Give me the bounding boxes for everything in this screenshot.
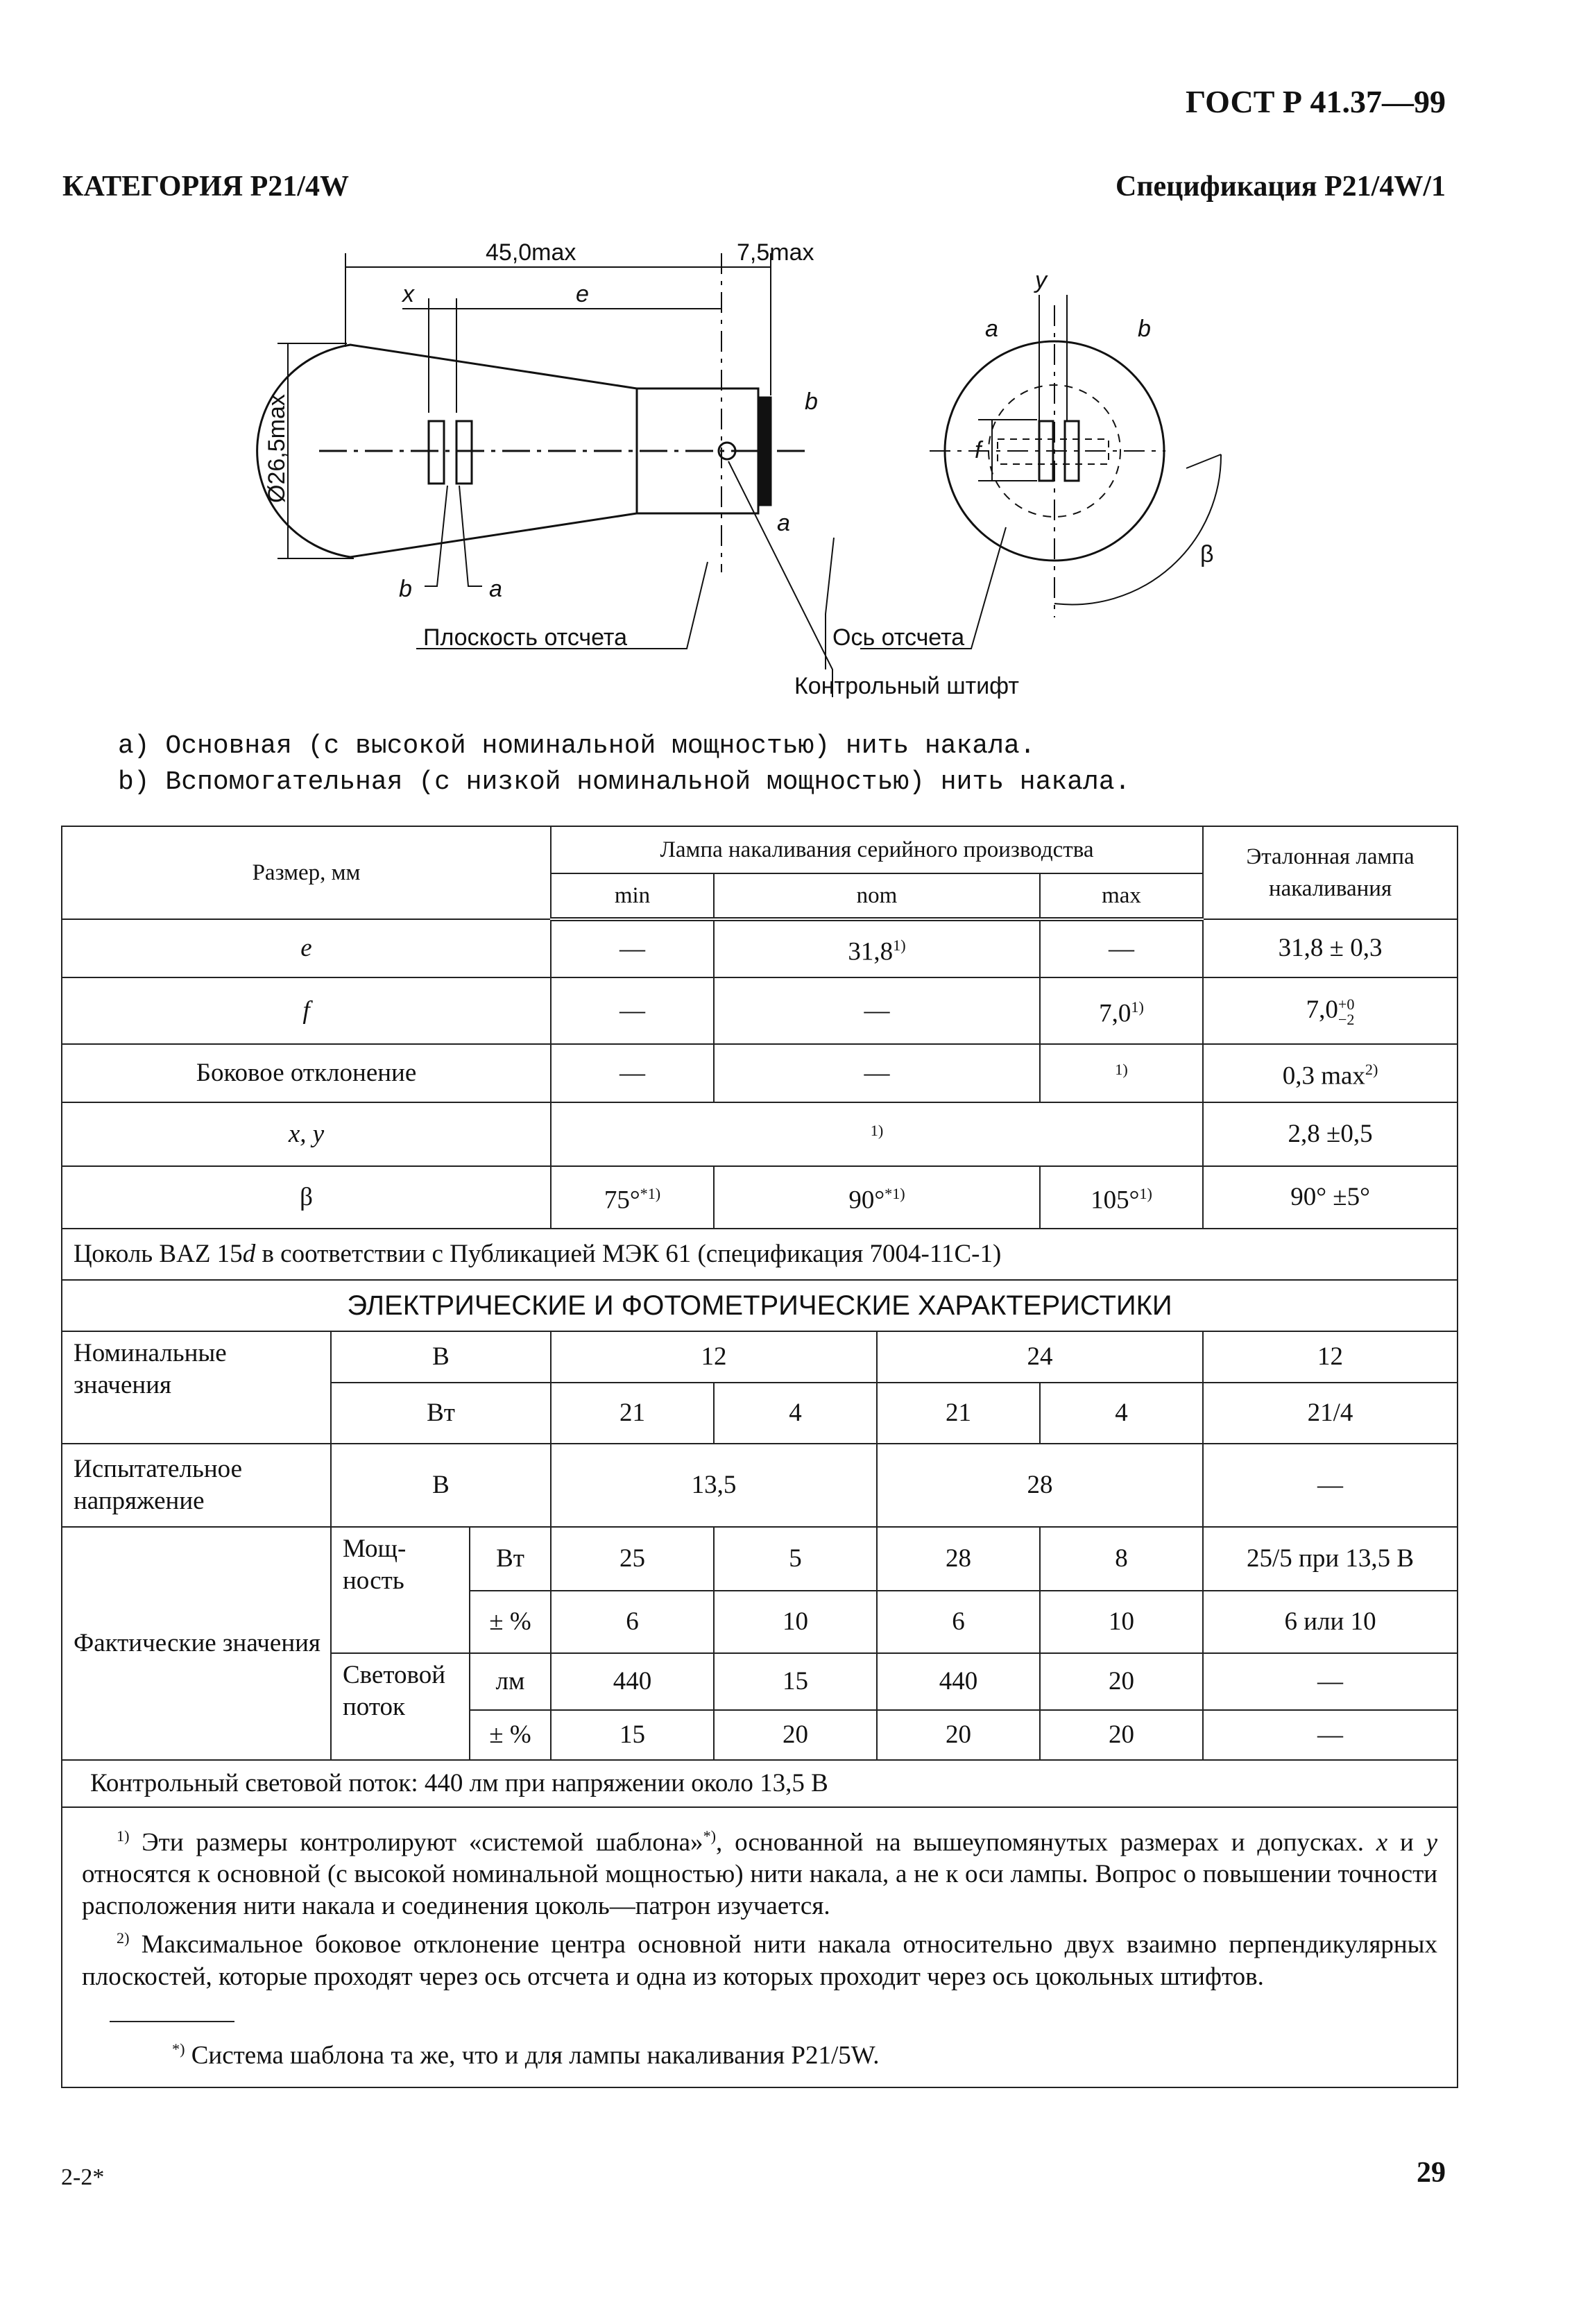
power-w-3: 28 bbox=[877, 1527, 1040, 1591]
param-f: f bbox=[302, 996, 310, 1025]
flux-pct-1: 15 bbox=[551, 1710, 714, 1760]
beta-nom: 90°$^{*1)}$ bbox=[714, 1166, 1040, 1229]
filament-a-side bbox=[456, 421, 472, 484]
col-min: min bbox=[551, 873, 714, 919]
standard-number: ГОСТ Р 41.37—99 bbox=[1186, 84, 1446, 119]
dim-x: x bbox=[402, 281, 414, 307]
label-y: y bbox=[1035, 267, 1047, 293]
f-min: — bbox=[551, 977, 714, 1044]
label-a-cap: a bbox=[777, 510, 790, 536]
table-row bbox=[62, 919, 1458, 977]
dim-diameter: Ø26,5max bbox=[264, 394, 290, 503]
filament-notes bbox=[118, 728, 1130, 801]
f-ref: 7,0 +0 −2 bbox=[1203, 977, 1458, 1044]
e-ref: 31,8 ± 0,3 bbox=[1203, 919, 1458, 977]
footnote-rule bbox=[110, 2021, 234, 2022]
nominal-unit-v: В bbox=[331, 1331, 551, 1383]
power-unit-pct: ± % bbox=[470, 1591, 551, 1653]
filament-b-side bbox=[429, 421, 444, 484]
power-pct-ref: 6 или 10 bbox=[1203, 1591, 1458, 1653]
table-row bbox=[62, 1527, 1458, 1591]
page-number: 29 bbox=[1417, 2157, 1446, 2189]
e-min: — bbox=[551, 919, 714, 977]
table-row bbox=[62, 1166, 1458, 1229]
category-title: КАТЕГОРИЯ P21/4W bbox=[62, 171, 349, 203]
dim-length: 45,0max bbox=[486, 239, 576, 266]
note-b: b) Вспомогательная (с низкой номинальной мощностью) нить накала. bbox=[118, 767, 1131, 797]
col-nom: nom bbox=[714, 873, 1040, 919]
nominal-unit-w: Вт bbox=[331, 1383, 551, 1444]
lateral-ref: 0,3 $\max^{2)}$ bbox=[1203, 1044, 1458, 1102]
power-w-1: 25 bbox=[551, 1527, 714, 1591]
label-f: f bbox=[975, 437, 982, 463]
param-e: e bbox=[300, 934, 312, 962]
power-pct-3: 6 bbox=[877, 1591, 1040, 1653]
lateral-nom: — bbox=[714, 1044, 1040, 1102]
nominal-v-ref: 12 bbox=[1203, 1331, 1458, 1383]
power-label: Мощ- ность bbox=[331, 1527, 470, 1653]
lateral-min: — bbox=[551, 1044, 714, 1102]
sheet-mark: 2-2* bbox=[61, 2164, 105, 2190]
power-unit-w: Вт bbox=[470, 1527, 551, 1591]
beta-min: 75°$^{*1)}$ bbox=[551, 1166, 714, 1229]
lamp-drawing bbox=[236, 239, 1263, 711]
reference-plane-label: Плоскость отсчета bbox=[423, 624, 628, 651]
table-row bbox=[62, 1444, 1458, 1527]
power-w-ref: 25/5 при 13,5 В bbox=[1203, 1527, 1458, 1591]
lateral-max: 1) bbox=[1040, 1044, 1203, 1102]
xy-ref: 2,8 ±0,5 bbox=[1203, 1102, 1458, 1166]
test-v-24: 28 bbox=[877, 1444, 1203, 1527]
footnote-2: $^{2)}$ Максимальное боковое отклонение центра основной нити накала относительно двух взаимно перпендикулярных плоскостей, которые проходят через ось отсчета и одна из которых проходит через ось цокольных штифтов. bbox=[82, 1929, 1438, 1991]
label-b-side: b bbox=[399, 576, 412, 602]
param-beta: β bbox=[62, 1166, 551, 1229]
nominal-w-1: 21 bbox=[551, 1383, 714, 1444]
test-v-12: 13,5 bbox=[551, 1444, 877, 1527]
dim-e: e bbox=[576, 281, 589, 307]
reference-axis-label: Ось отсчета bbox=[832, 624, 965, 651]
power-w-2: 5 bbox=[714, 1527, 877, 1591]
table-row bbox=[62, 1102, 1458, 1166]
e-nom: 31,8$^{1)}$ bbox=[714, 919, 1040, 977]
note-a: a) Основная (с высокой номинальной мощностью) нить накала. bbox=[118, 731, 1036, 761]
nominal-v-24: 24 bbox=[877, 1331, 1203, 1383]
control-flux: Контрольный световой поток: 440 лм при напряжении около 13,5 В bbox=[62, 1760, 1458, 1807]
table-row bbox=[62, 1331, 1458, 1383]
power-pct-2: 10 bbox=[714, 1591, 877, 1653]
label-b-end: b bbox=[1138, 316, 1151, 342]
dim-cap: 7,5max bbox=[737, 239, 814, 266]
footnote-1: $^{1)}$ Эти размеры контролируют «системой шаблона»*), основанной на вышеупомянутых размерах и допусках. x и y относятся к основной (с высокой номинальной мощностью) нити накала, а не к оси лампы. Вопрос о повышении точности расположения нити накала и соединения цоколь—патрон изучается. bbox=[82, 1827, 1438, 1921]
electrical-header: ЭЛЕКТРИЧЕСКИЕ И ФОТОМЕТРИЧЕСКИЕ ХАРАКТЕРИСТИКИ bbox=[62, 1280, 1458, 1331]
test-v-ref: — bbox=[1203, 1444, 1458, 1527]
nominal-w-ref: 21/4 bbox=[1203, 1383, 1458, 1444]
beta-max: 105°$^{1)}$ bbox=[1040, 1166, 1203, 1229]
flux-lm-2: 15 bbox=[714, 1653, 877, 1710]
f-nom: — bbox=[714, 977, 1040, 1044]
footnote-star: *) Система шаблона та же, что и для лампы накаливания P21/5W. bbox=[172, 2040, 880, 2069]
base-note: Цоколь BAZ 15d в соответствии с Публикацией МЭК 61 (спецификация 7004-11С-1) bbox=[62, 1229, 1458, 1280]
table-row bbox=[62, 977, 1458, 1044]
flux-lm-4: 20 bbox=[1040, 1653, 1203, 1710]
label-a-side: a bbox=[489, 576, 502, 602]
label-a-end: a bbox=[985, 316, 998, 342]
footnotes bbox=[62, 1807, 1458, 2087]
nominal-w-2: 4 bbox=[714, 1383, 877, 1444]
power-pct-4: 10 bbox=[1040, 1591, 1203, 1653]
nominal-w-4: 4 bbox=[1040, 1383, 1203, 1444]
flux-unit-lm: лм bbox=[470, 1653, 551, 1710]
flux-pct-ref: — bbox=[1203, 1710, 1458, 1760]
specification-title: Спецификация P21/4W/1 bbox=[1115, 171, 1446, 203]
actual-label: Фактические значения bbox=[62, 1527, 331, 1760]
beta-ref: 90° ±5° bbox=[1203, 1166, 1458, 1229]
e-max: — bbox=[1040, 919, 1203, 977]
serial-header: Лампа накаливания серийного производства bbox=[551, 826, 1203, 873]
power-w-4: 8 bbox=[1040, 1527, 1203, 1591]
xy-merged: 1) bbox=[551, 1102, 1203, 1166]
f-max: 7,0$^{1)}$ bbox=[1040, 977, 1203, 1044]
label-beta: β bbox=[1200, 541, 1214, 567]
power-pct-1: 6 bbox=[551, 1591, 714, 1653]
test-unit-v: В bbox=[331, 1444, 551, 1527]
flux-pct-3: 20 bbox=[877, 1710, 1040, 1760]
control-pin-label: Контрольный штифт bbox=[794, 673, 1019, 699]
flux-lm-ref: — bbox=[1203, 1653, 1458, 1710]
nominal-label: Номинальные значения bbox=[62, 1331, 331, 1444]
flux-pct-4: 20 bbox=[1040, 1710, 1203, 1760]
flux-lm-3: 440 bbox=[877, 1653, 1040, 1710]
col-max: max bbox=[1040, 873, 1203, 919]
size-header: Размер, мм bbox=[62, 826, 551, 919]
ref-header: Эталонная лампа накаливания bbox=[1203, 826, 1458, 919]
param-xy: x, y bbox=[288, 1120, 325, 1148]
specification-table bbox=[61, 826, 1458, 2088]
label-b-cap: b bbox=[805, 388, 818, 415]
flux-label: Световой поток bbox=[331, 1653, 470, 1760]
nominal-w-3: 21 bbox=[877, 1383, 1040, 1444]
test-voltage-label: Испытательное напряжение bbox=[62, 1444, 331, 1527]
nominal-v-12: 12 bbox=[551, 1331, 877, 1383]
flux-pct-2: 20 bbox=[714, 1710, 877, 1760]
param-lateral: Боковое отклонение bbox=[62, 1044, 551, 1102]
table-row bbox=[62, 1044, 1458, 1102]
flux-lm-1: 440 bbox=[551, 1653, 714, 1710]
flux-unit-pct: ± % bbox=[470, 1710, 551, 1760]
